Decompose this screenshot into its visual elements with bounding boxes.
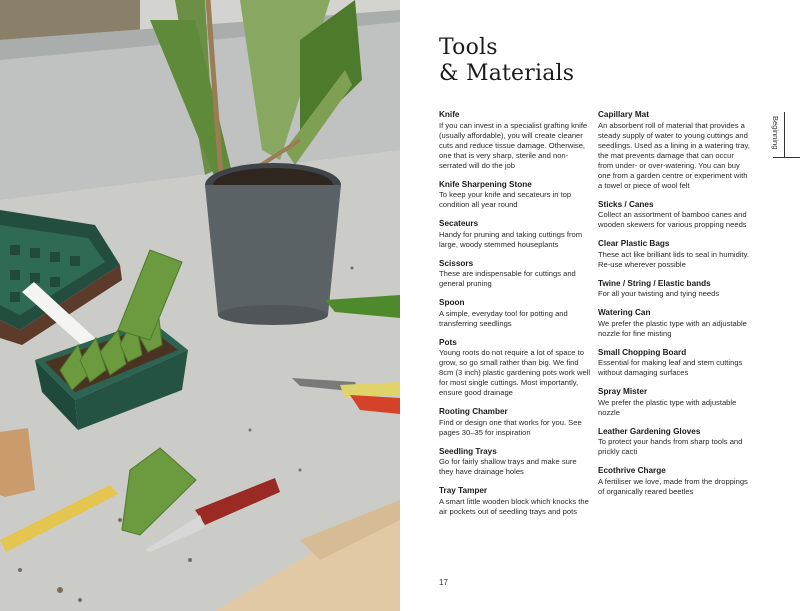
list-item	[598, 200, 750, 231]
section-tab-underline	[773, 157, 800, 158]
list-item	[598, 308, 750, 339]
item-name: Leather Gardening Gloves	[598, 426, 701, 436]
item-description: To keep your knife and secateurs in top condition all year round	[439, 190, 572, 209]
item-name: Spray Mister	[598, 387, 648, 396]
list-item	[598, 466, 750, 497]
item-description: We prefer the plastic type with an adjustable nozzle for fine misting	[598, 318, 747, 338]
text-page	[400, 0, 800, 611]
item-description: A fertiliser we love, made from the droppings of organically reared beetles	[598, 476, 748, 496]
list-item	[439, 486, 591, 517]
item-description: A smart little wooden block which knocks the air pockets out of seedling trays and pots	[439, 496, 589, 516]
item-description: These act like brilliant lids to seal in humidity. Re-use wherever possible	[598, 249, 749, 269]
item-description: An absorbent roll of material that provides a steady supply of water to young cuttings and seedlings. Used as a lining in a watering tray, the mat prevents damage that can occur from under- or over-watering. You can buy one from a garden centre or experiment with a towel or piece of wool felt	[598, 120, 750, 190]
title-line-1: Tools	[439, 35, 498, 60]
item-name: Tray Tamper	[439, 486, 488, 495]
item-name: Watering Can	[598, 308, 651, 317]
item-name: Knife	[439, 110, 460, 119]
item-name: Sticks / Canes	[598, 199, 654, 209]
item-name: Spoon	[439, 298, 465, 307]
list-item	[598, 239, 750, 270]
item-name: Ecothrive Charge	[598, 466, 666, 475]
list-item	[439, 180, 591, 211]
item-description: Collect an assortment of bamboo canes and wooden skewers for various propping needs	[598, 210, 747, 229]
item-description: We prefer the plastic type with adjustable nozzle	[598, 397, 737, 417]
item-name: Secateurs	[439, 219, 479, 228]
right-column	[598, 110, 750, 506]
item-name: Knife Sharpening Stone	[439, 179, 532, 189]
item-description: A simple, everyday tool for potting and transferring seedlings	[439, 308, 568, 328]
section-tab-label: Beginning	[771, 116, 780, 150]
list-item	[439, 447, 591, 478]
item-description: Handy for pruning and taking cuttings from large, woody stemmed houseplants	[439, 229, 583, 249]
list-item	[598, 279, 750, 300]
item-description: For all your twisting and tying needs	[598, 289, 720, 298]
item-name: Pots	[439, 337, 457, 347]
item-description: Find or design one that works for you. See pages 30–35 for inspiration	[439, 417, 582, 437]
item-description: These are indispensable for cuttings and general pruning	[439, 269, 576, 288]
item-name: Rooting Chamber	[439, 407, 508, 416]
list-item	[598, 387, 750, 418]
list-item	[439, 338, 591, 399]
item-name: Twine / String / Elastic bands	[598, 278, 711, 288]
item-name: Capillary Mat	[598, 110, 649, 119]
list-item	[439, 298, 591, 329]
item-description: To protect your hands from sharp tools and prickly cacti	[598, 437, 743, 456]
item-description: Essential for making leaf and stem cuttings without damaging surfaces	[598, 358, 743, 377]
item-description: Go for fairly shallow trays and make sure they have drainage holes	[439, 457, 577, 476]
title-line-2: & Materials	[439, 61, 575, 86]
item-name: Scissors	[439, 258, 474, 268]
list-item	[598, 348, 750, 379]
list-item	[598, 110, 750, 191]
page-number: 17	[439, 578, 448, 587]
page-title	[439, 35, 574, 87]
section-tab-divider	[784, 112, 785, 158]
list-item	[439, 407, 591, 438]
item-description: If you can invest in a specialist grafting knife (usually affordable), you will create cleaner cuts and reduce tissue damage. Otherwise, one that is very sharp, sterile and non-serrated will do the job	[439, 120, 588, 170]
item-name: Small Chopping Board	[598, 347, 687, 357]
item-name: Seedling Trays	[439, 446, 497, 456]
list-item	[439, 259, 591, 290]
left-column	[439, 110, 591, 526]
item-name: Clear Plastic Bags	[598, 239, 670, 248]
list-item	[439, 219, 591, 250]
list-item	[598, 427, 750, 458]
list-item	[439, 110, 591, 171]
item-description: Young roots do not require a lot of space to grow, so go small rather than big. We find 8cm (3 inch) plastic gardening pots work well for most single cuttings. Most importantly, ensure good drainage	[439, 348, 591, 397]
